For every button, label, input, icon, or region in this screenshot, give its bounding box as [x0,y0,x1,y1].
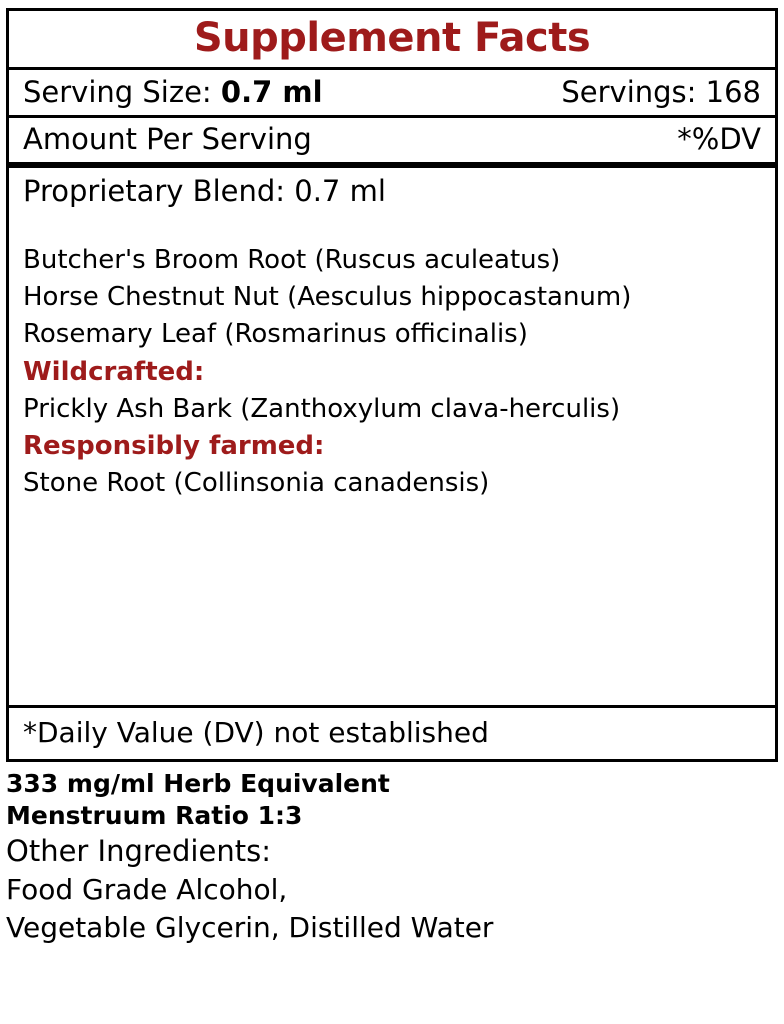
list-item: Butcher's Broom Root (Ruscus aculeatus) [23,245,561,275]
daily-value-note: *Daily Value (DV) not established [23,716,489,749]
amount-per-serving-label: Amount Per Serving [23,122,312,156]
menstruum-ratio: Menstruum Ratio 1:3 [6,800,303,830]
serving-size-value: 0.7 ml [220,75,323,109]
proprietary-blend-section [9,168,775,708]
other-ingredients-line: Vegetable Glycerin, Distilled Water [6,911,494,945]
servings-count: Servings: 168 [561,75,761,109]
other-ingredients-line: Food Grade Alcohol, [6,872,288,906]
other-ingredients-heading: Other Ingredients: [6,834,271,868]
amount-per-serving-row [9,118,775,168]
ingredient-group-heading: Wildcrafted: [23,356,205,387]
serving-size [23,75,323,109]
proprietary-blend-title: Proprietary Blend: 0.7 ml [23,174,386,208]
percent-dv-header: *%DV [677,122,761,156]
ingredient-group-heading: Responsibly farmed: [23,430,325,461]
list-item: Horse Chestnut Nut (Aesculus hippocastanum) [23,282,632,313]
supplement-facts-panel [6,8,778,762]
page-title: Supplement Facts [193,15,591,61]
herb-equivalent: 333 mg/ml Herb Equivalent [6,769,390,798]
list-item: Rosemary Leaf (Rosmarinus officinalis) [23,319,528,350]
serving-size-label: Serving Size: [23,75,212,109]
list-item: Prickly Ash Bark (Zanthoxylum clava-herculis) [23,393,621,424]
footer-section [6,762,778,948]
list-item: Stone Root (Collinsonia canadensis) [23,468,490,499]
panel-title-row [9,11,775,70]
serving-row [9,70,775,118]
